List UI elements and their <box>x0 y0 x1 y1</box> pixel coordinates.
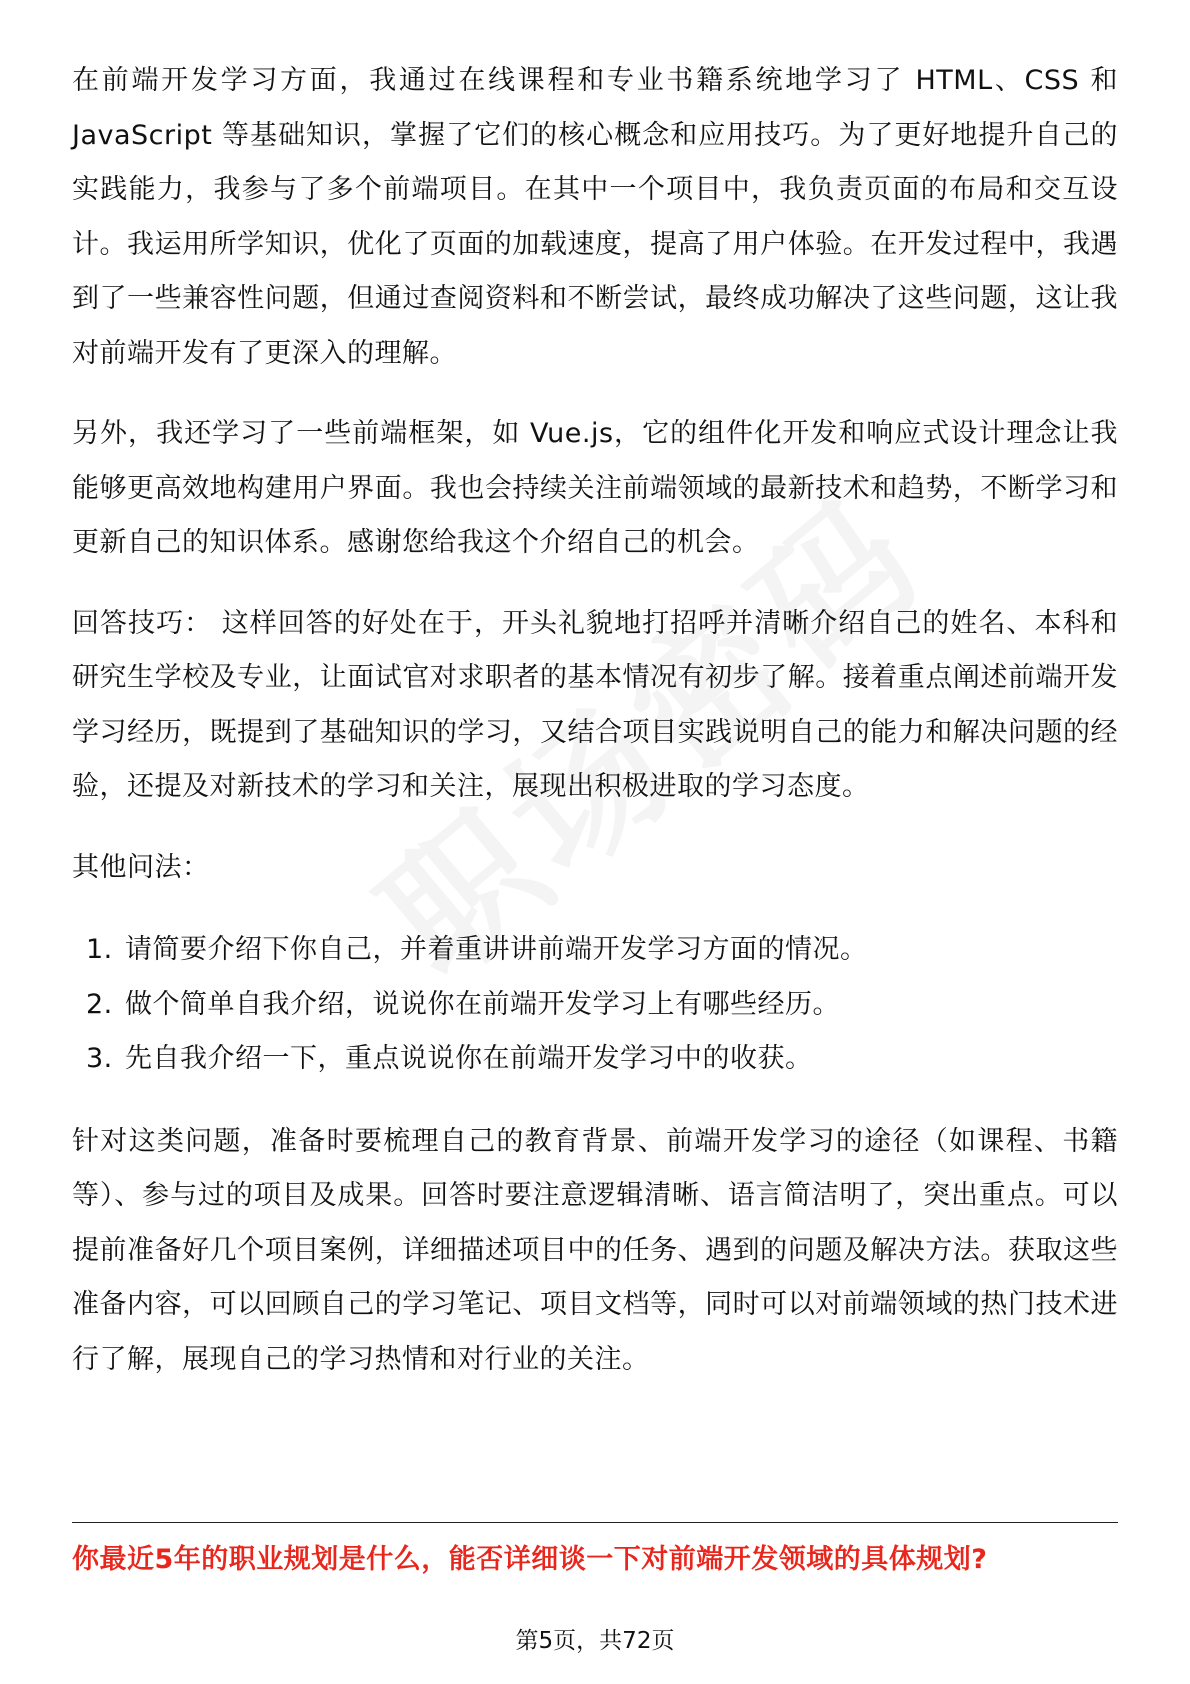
alt-question-list <box>72 923 1118 1087</box>
page-number-footer: 第5页，共72页 <box>515 1628 675 1654</box>
paragraph-study-experience: 在前端开发学习方面，我通过在线课程和专业书籍系统地学习了 HTML、CSS 和 JavaScript 等基础知识，掌握了它们的核心概念和应用技巧。为了更好地提升自己的实践能力，我参与了多个前端项目。在其中一个项目中，我负责页面的布局和交互设计。我运用所学知识，优化了页面的加载速度，提高了用户体验。在开发过程中，我遇到了一些兼容性问题，但通过查阅资料和不断尝试，最终成功解决了这些问题，这让我对前端开发有了更深入的理解。 <box>72 65 1118 369</box>
list-item-text: 做个简单自我介绍，说说你在前端开发学习上有哪些经历。 <box>125 988 840 1020</box>
section-divider <box>72 1522 1118 1523</box>
list-item-text: 请简要介绍下你自己，并着重讲讲前端开发学习方面的情况。 <box>125 934 868 965</box>
list-item-number: 1. <box>86 934 113 965</box>
list-item-number: 2. <box>86 988 113 1020</box>
paragraph-frameworks: 另外，我还学习了一些前端框架，如 Vue.js，它的组件化开发和响应式设计理念让我能够更高效地构建用户界面。我也会持续关注前端领域的最新技术和趋势，不断学习和更新自己的知识体系。感谢您给我这个介绍自己的机会。 <box>72 418 1118 558</box>
list-item <box>72 978 1118 1033</box>
paragraph-preparation-advice: 针对这类问题，准备时要梳理自己的教育背景、前端开发学习的途径（如课程、书籍等）、参与过的项目及成果。回答时要注意逻辑清晰、语言简洁明了，突出重点。可以提前准备好几个项目案例，详细描述项目中的任务、遇到的问题及解决方法。获取这些准备内容，可以回顾自己的学习笔记、项目文档等，同时可以对前端领域的热门技术进行了解，展现自己的学习热情和对行业的关注。 <box>72 1125 1118 1375</box>
page-body <box>72 54 1118 1387</box>
paragraph-other-phrasings-heading: 其他问法： <box>72 851 210 883</box>
list-item <box>72 923 1118 978</box>
list-item <box>72 1032 1118 1087</box>
list-item-text: 先自我介绍一下，重点说说你在前端开发学习中的收获。 <box>125 1043 813 1074</box>
next-question-heading: 你最近5年的职业规划是什么，能否详细谈一下对前端开发领域的具体规划? <box>72 1544 988 1575</box>
paragraph-answer-tips: 回答技巧： 这样回答的好处在于，开头礼貌地打招呼并清晰介绍自己的姓名、本科和研究生学校及专业，让面试官对求职者的基本情况有初步了解。接着重点阐述前端开发学习经历，既提到了基础知识的学习，又结合项目实践说明自己的能力和解决问题的经验，还提及对新技术的学习和关注，展现出积极进取的学习态度。 <box>72 607 1118 802</box>
list-item-number: 3. <box>86 1043 113 1074</box>
